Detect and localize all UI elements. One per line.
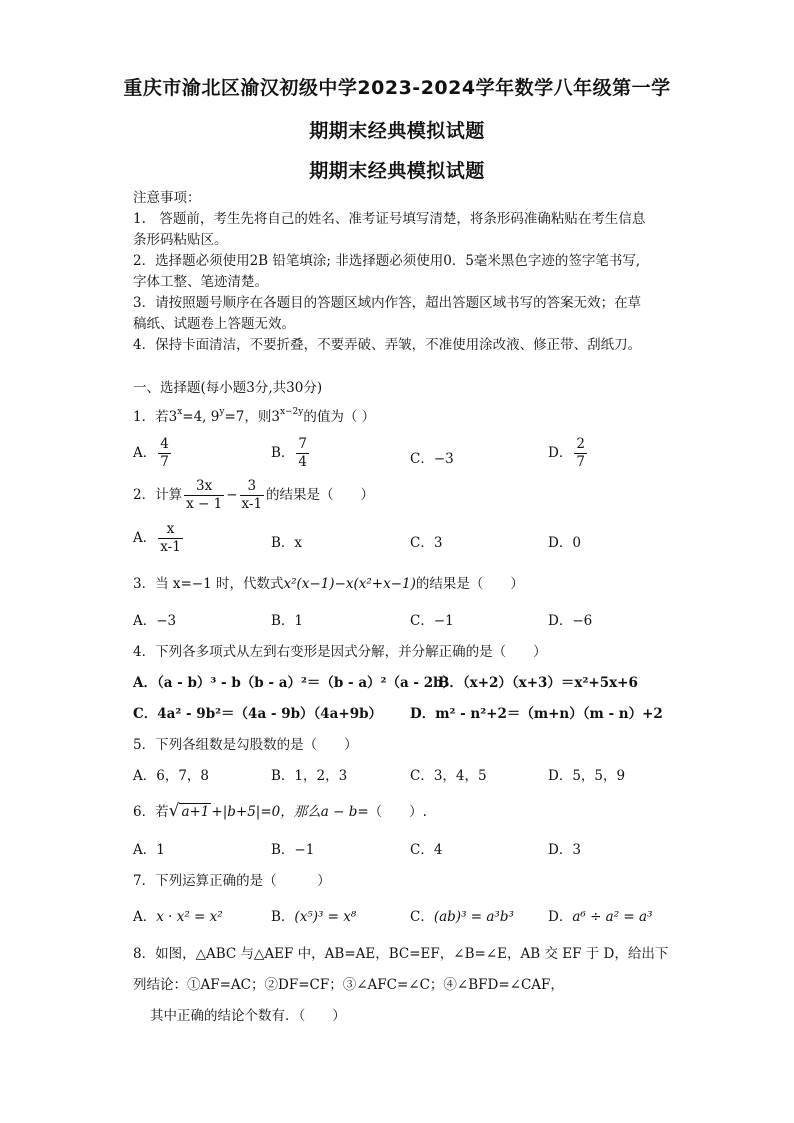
q5-option-b[interactable]: B．1，2，3: [271, 768, 348, 784]
exam-title-line1: 重庆市渝北区渝汉初级中学2023-2024学年数学八年级第一学: [123, 77, 671, 99]
q7-option-b[interactable]: B．(x⁵)³ = x⁸: [271, 909, 357, 925]
q1-option-c[interactable]: C．−3: [410, 451, 454, 467]
question-8-line3: 其中正确的结论个数有．（ ）: [150, 1008, 346, 1024]
q6-option-b[interactable]: B．−1: [271, 842, 315, 858]
note-1b: 条形码粘贴区。: [133, 232, 228, 248]
question-5-stem: 5．下列各组数是勾股数的是（ ）: [133, 737, 358, 753]
question-3-stem: 3．当 x=−1 时，代数式x²(x−1)−x(x²+x−1)的结果是（ ）: [133, 576, 524, 592]
q1-option-a[interactable]: A． $\frac{4}{7}$: [133, 436, 169, 470]
q7-option-a[interactable]: A．x · x² = x²: [133, 909, 223, 925]
q7-option-c[interactable]: C．(ab)³ = a³b³: [410, 909, 514, 925]
question-6-stem: 6．若√ a+1 +|b+5|=0，那么a − b=（ ）.: [133, 801, 427, 821]
question-1-stem: 1．若$3^x=4$, $9^y=7$，则$3^{x-2y}$的值为（ ）: [133, 407, 376, 425]
question-8-line2: 列结论：①AF=AC；②DF=CF；③∠AFC=∠C；④∠BFD=∠CAF，: [133, 977, 564, 993]
q2-option-a[interactable]: A． $\frac{x}{x-1}$: [133, 521, 181, 555]
q5-option-a[interactable]: A．6，7，8: [133, 768, 210, 784]
question-2-stem: 2．计算 $\frac{3x}{x - 1}$ − $\frac{3}{x-1}$ 的结果是（ ）: [133, 478, 375, 512]
q3-option-b[interactable]: B．1: [271, 613, 304, 629]
question-7-stem: 7．下列运算正确的是（ ）: [133, 873, 331, 889]
q4-option-d[interactable]: D．m² - n²+2＝（m+n）（m - n）+2: [410, 706, 663, 722]
note-2a: 2．选择题必须使用2B 铅笔填涂; 非选择题必须使用0．5毫米黑色字迹的签字笔书写,: [133, 253, 641, 269]
q3-option-a[interactable]: A．−3: [133, 613, 177, 629]
note-2b: 字体工整、笔迹清楚。: [133, 274, 268, 290]
q6-option-d[interactable]: D．3: [548, 842, 581, 858]
exam-title-line3: 期期末经典模拟试题: [309, 160, 485, 182]
q1-option-b[interactable]: B． $\frac{7}{4}$: [271, 436, 308, 470]
notes-heading: 注意事项：: [133, 190, 201, 206]
q7-option-d[interactable]: D．a⁶ ÷ a² = a³: [548, 909, 653, 925]
section-heading: 一、选择题(每小题3分,共30分): [133, 380, 323, 396]
q2-option-b[interactable]: B．x: [271, 535, 303, 551]
q2-option-c[interactable]: C．3: [410, 535, 443, 551]
q5-option-c[interactable]: C．3，4，5: [410, 768, 487, 784]
q4-option-b[interactable]: B．（x+2）（x+3）＝x²+5x+6: [438, 675, 638, 691]
q6-option-c[interactable]: C．4: [410, 842, 443, 858]
q2-option-d[interactable]: D．0: [548, 535, 581, 551]
question-4-stem: 4．下列各多项式从左到右变形是因式分解，并分解正确的是（ ）: [133, 644, 547, 660]
q1-option-d[interactable]: D． $\frac{2}{7}$: [548, 436, 585, 470]
note-4: 4．保持卡面清洁，不要折叠，不要弄破、弄皱，不准使用涂改液、修正带、刮纸刀。: [133, 337, 642, 353]
q4-option-c[interactable]: C．4a² - 9b²＝（4a - 9b）（4a+9b）: [133, 706, 383, 722]
note-1a: 1. 答题前，考生先将自己的姓名、准考证号填写清楚，将条形码准确粘贴在考生信息: [133, 211, 646, 227]
note-3a: 3．请按照题号顺序在各题目的答题区域内作答，超出答题区域书写的答案无效；在草: [133, 295, 642, 311]
note-3b: 稿纸、试题卷上答题无效。: [133, 316, 295, 332]
question-8-line1: 8．如图，△ABC 与△AEF 中，AB=AE，BC=EF，∠B=∠E，AB 交 EF 于 D，给出下: [133, 946, 669, 962]
q3-option-d[interactable]: D．−6: [548, 613, 593, 629]
exam-title-line2: 期期末经典模拟试题: [309, 120, 485, 142]
q5-option-d[interactable]: D．5，5，9: [548, 768, 626, 784]
q4-option-a[interactable]: A．（a - b）³ - b（b - a）²＝（b - a）²（a - 2b）: [133, 675, 457, 691]
q6-option-a[interactable]: A．1: [133, 842, 165, 858]
q3-option-c[interactable]: C．−1: [410, 613, 454, 629]
